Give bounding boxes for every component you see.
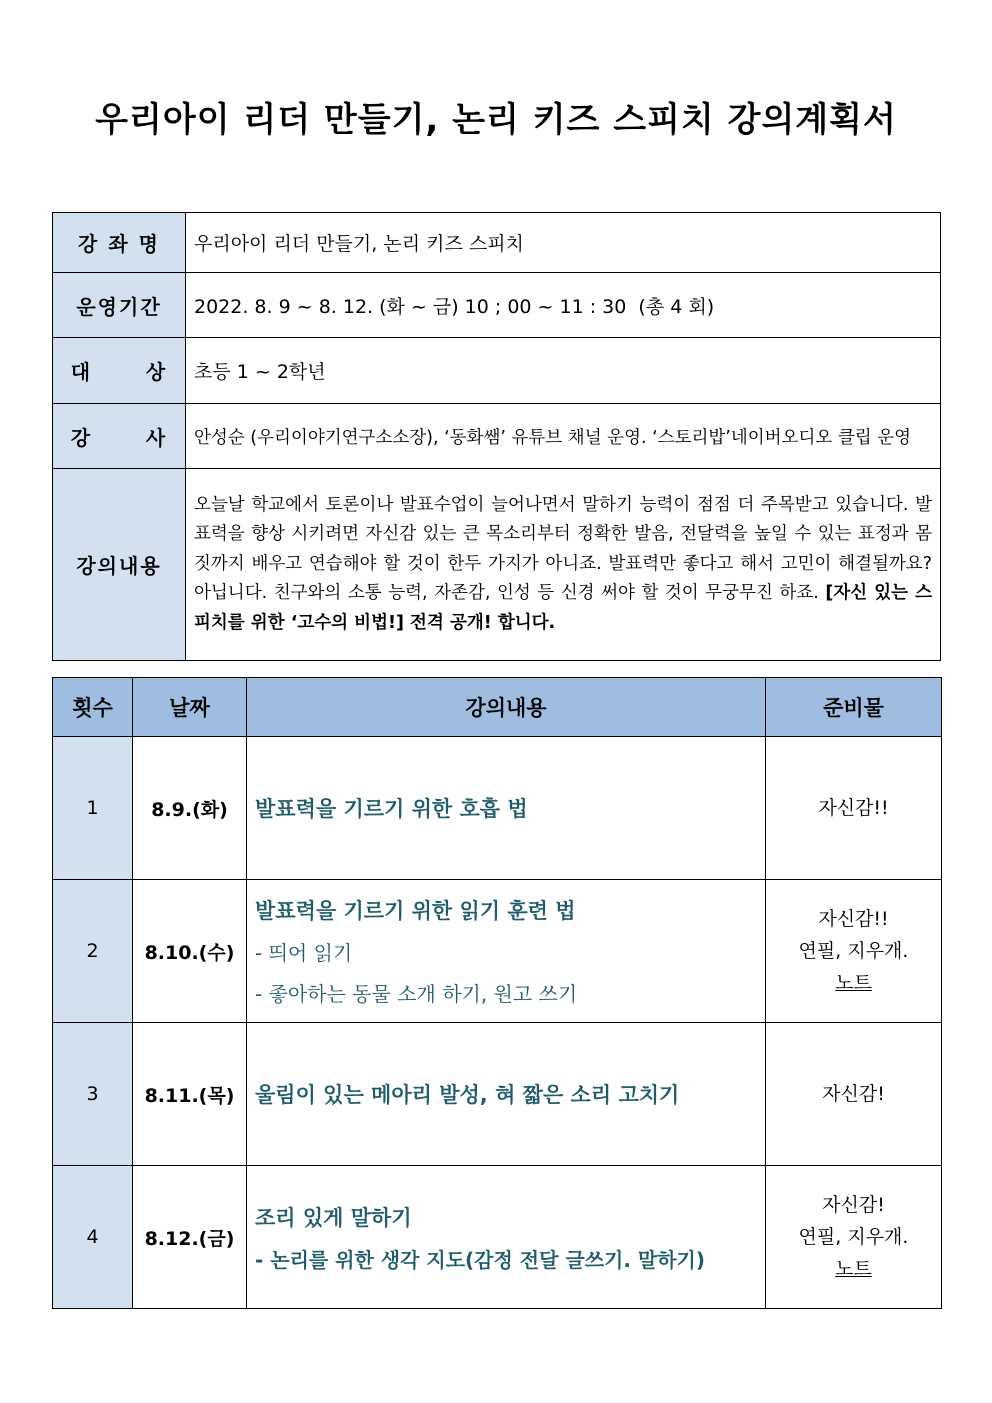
- session-supplies: [766, 1166, 942, 1309]
- target-label: 대 상: [53, 338, 186, 404]
- table-row: [53, 737, 942, 880]
- session-title: 울림이 있는 메아리 발성, 혀 짧은 소리 고치기: [255, 1083, 680, 1107]
- supply-item: 노트: [835, 1258, 872, 1280]
- session-number: 1: [53, 737, 133, 880]
- table-row: [53, 1023, 942, 1166]
- header-num: 횟수: [53, 678, 133, 737]
- session-date: 8.11.(목): [133, 1023, 247, 1166]
- session-content: [247, 1023, 766, 1166]
- supply-item: 노트: [835, 972, 872, 994]
- supply-item: 자신감!!: [818, 908, 889, 930]
- session-supplies: [766, 880, 942, 1023]
- supply-item: 연필, 지우개.: [798, 1226, 909, 1248]
- course-name-value: 우리아이 리더 만들기, 논리 키즈 스피치: [186, 213, 941, 273]
- instructor-label: 강 사: [53, 404, 186, 469]
- page-title: 우리아이 리더 만들기, 논리 키즈 스피치 강의계획서: [95, 100, 897, 140]
- session-date: 8.12.(금): [133, 1166, 247, 1309]
- session-content: [247, 1166, 766, 1309]
- session-title: 발표력을 기르기 위한 읽기 훈련 법: [255, 899, 576, 923]
- content-label: 강의내용: [53, 469, 186, 661]
- period-row: [53, 273, 941, 338]
- session-content: [247, 880, 766, 1023]
- header-prep: 준비물: [766, 678, 942, 737]
- content-row: [53, 469, 941, 661]
- header-content: 강의내용: [247, 678, 766, 737]
- session-subitem: - 띄어 읽기: [255, 941, 353, 965]
- session-subitem: - 좋아하는 동물 소개 하기, 원고 쓰기: [255, 982, 578, 1006]
- session-title: 발표력을 기르기 위한 호흡 법: [255, 797, 528, 821]
- header-date: 날짜: [133, 678, 247, 737]
- session-number: 3: [53, 1023, 133, 1166]
- session-supplies: [766, 1023, 942, 1166]
- instructor-value: 안성순 (우리이야기연구소소장), ‘동화쌤’ 유튜브 채널 운영. ‘스토리밥’네이버오디오 클립 운영: [186, 404, 941, 469]
- table-row: [53, 1166, 942, 1309]
- supply-item: 연필, 지우개.: [798, 940, 909, 962]
- content-text: 오늘날 학교에서 토론이나 발표수업이 늘어나면서 말하기 능력이 점점 더 주목받고 있습니다. 발표력을 향상 시키려면 자신감 있는 큰 목소리부터 정확한 발음, 전달력을 높일 수 있는 표정과 몸짓까지 배우고 연습해야 할 것이 한두 가지가 아니죠. 발표력만 좋다고 해서 고민이 해결될까요? 아닙니다. 친구와의 소통 능력, 자존감, 인성 등 신경 써야 할 것이 무궁무진 하죠.: [194, 494, 932, 604]
- course-info-table: [52, 212, 941, 661]
- schedule-header-row: [53, 678, 942, 737]
- table-row: [53, 880, 942, 1023]
- schedule-table: [52, 677, 942, 1309]
- session-subitem: - 논리를 위한 생각 지도(감정 전달 글쓰기. 말하기): [255, 1247, 705, 1272]
- course-name-label: 강 좌 명: [53, 213, 186, 273]
- target-value: 초등 1 ~ 2학년: [186, 338, 941, 404]
- target-row: [53, 338, 941, 404]
- session-content: [247, 737, 766, 880]
- supply-item: 자신감!: [822, 1083, 885, 1105]
- content-description: [186, 469, 941, 661]
- session-number: 2: [53, 880, 133, 1023]
- instructor-row: [53, 404, 941, 469]
- session-title: 조리 있게 말하기: [255, 1205, 412, 1230]
- session-date: 8.9.(화): [133, 737, 247, 880]
- course-name-row: [53, 213, 941, 273]
- session-date: 8.10.(수): [133, 880, 247, 1023]
- supply-item: 자신감!: [822, 1194, 885, 1216]
- content-highlight: [자신 있는 스피치를 위한 ‘고수의 비법!] 전격 공개! 합니다.: [194, 583, 932, 633]
- period-label: 운영기간: [53, 273, 186, 338]
- supply-item: 자신감!!: [818, 797, 889, 819]
- period-value: 2022. 8. 9 ~ 8. 12. (화 ~ 금) 10 ; 00 ~ 11 : 30 (총 4 회): [186, 273, 941, 338]
- session-number: 4: [53, 1166, 133, 1309]
- session-supplies: [766, 737, 942, 880]
